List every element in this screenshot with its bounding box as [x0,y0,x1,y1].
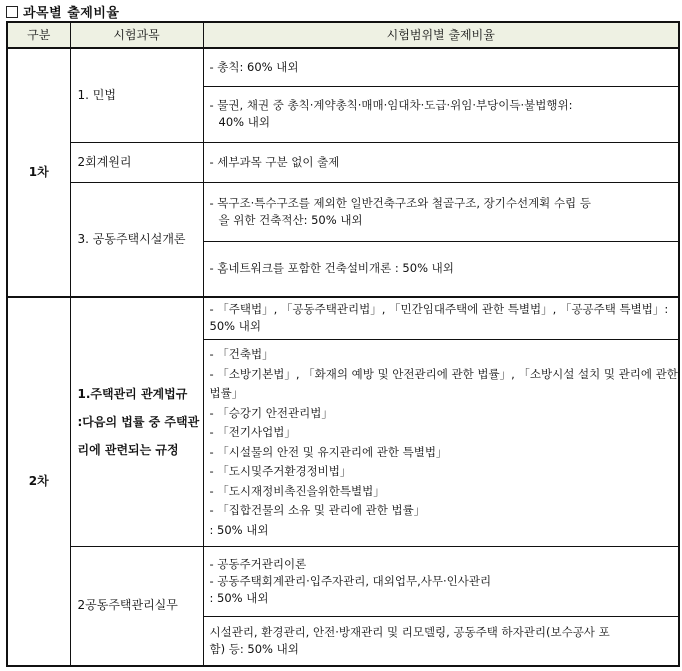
exam-ratio-table [6,21,680,667]
subject-cell-accounting: 2회계원리 [70,142,203,182]
subject-cell-civil-law: 1. 민법 [70,48,203,142]
range-cell: - 「주택법」, 「공동주택관리법」, 「민간임대주택에 관한 특별법」, 「공공주택 특별법」: 50% 내외 [203,297,679,339]
table-row [7,48,679,86]
range-cell: - 물권, 채권 중 총칙·계약총칙·매매·임대차·도급·위임·부당이득·불법행위: 40% 내외 [203,86,679,142]
range-cell: - 「건축법」 - 「소방기본법」, 「화재의 예방 및 안전관리에 관한 법률」, 「소방시설 설치 및 관리에 관한 법률」 - 「승강기 안전관리법」 - 「전기사업법」 - 「시설물의 안전 및 유지관리에 관한 특별법」 - 「도시및주거환경정비법」 - 「도시재정비촉진을위한특별법」 - 「집합건물의 소유 및 관리에 관한 법률」 : 50% 내외 [203,339,679,546]
header-subject: 시험과목 [70,22,203,48]
subject-cell-housing-law: 1.주택관리 관계법규 :다음의 법률 중 주택관 리에 관련되는 규정 [70,297,203,546]
gubun-cell-2: 2차 [7,297,70,666]
table-row [7,297,679,339]
checkbox-square-icon [6,6,18,18]
range-cell: - 공동주거관리이론 - 공동주택회계관리·입주자관리, 대외업무,사무·인사관리 : 50% 내외 [203,546,679,616]
range-cell: - 총칙: 60% 내외 [203,48,679,86]
subject-cell-housing-facilities: 3. 공동주택시설개론 [70,182,203,297]
range-cell: - 홈네트워크를 포함한 건축설비개론 : 50% 내외 [203,241,679,297]
table-row [7,182,679,241]
header-range: 시험범위별 출제비율 [203,22,679,48]
table-row [7,142,679,182]
header-gubun: 구분 [7,22,70,48]
header-row [7,22,679,48]
range-cell: - 세부과목 구분 없이 출제 [203,142,679,182]
range-cell: - 목구조·특수구조를 제외한 일반건축구조와 철골구조, 장기수선계획 수립 등 을 위한 건축적산: 50% 내외 [203,182,679,241]
table-row [7,546,679,616]
range-cell: 시설관리, 환경관리, 안전·방재관리 및 리모델링, 공동주택 하자관리(보수공사 포 함) 등: 50% 내외 [203,616,679,666]
section-title: 과목별 출제비율 [6,2,119,21]
subject-cell-housing-practice: 2공동주택관리실무 [70,546,203,666]
gubun-cell-1: 1차 [7,48,70,297]
